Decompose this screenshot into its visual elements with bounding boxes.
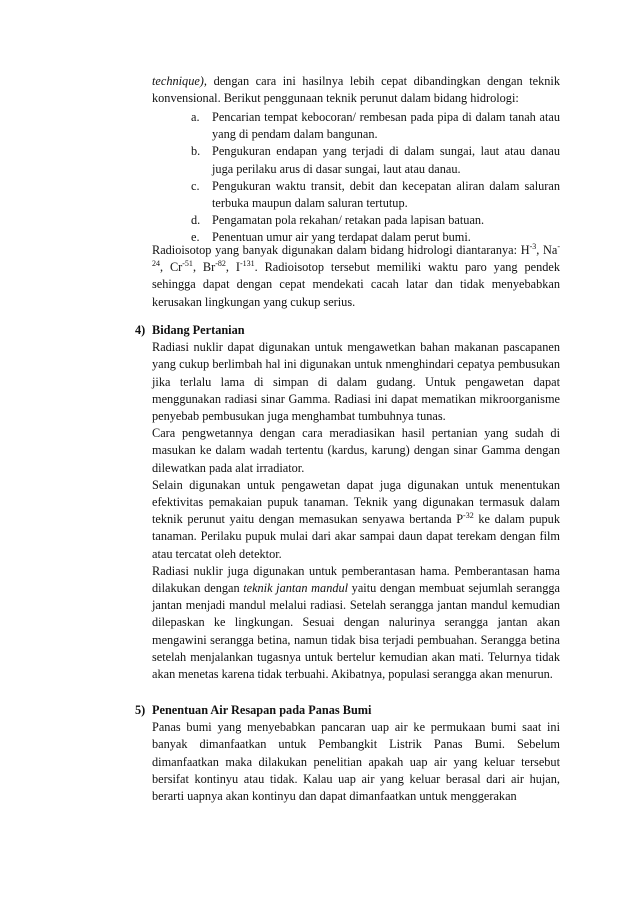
list-marker: e. <box>191 230 200 245</box>
paragraph: Radiasi nuklir dapat digunakan untuk mengawetkan bahan makanan pascapanen yang cukup berlimbah hal ini digunakan untuk nmenghindari cepatya pembusukan jika terlalu lama di simpan di dalam gudang. Untuk pengawetan dapat menggunakan radiasi sinar Gamma. Radiasi ini dapat mematikan mikroorganisme penyebab pembusukan juga menghambat tumbuhnya tunas. <box>152 340 560 424</box>
intro-paragraph <box>152 73 560 107</box>
section-panas-bumi <box>135 702 560 805</box>
intro-text: dengan cara ini hasilnya lebih cepat dibandingkan dengan teknik konvensional. Berikut penggunaan teknik perunut dalam bidang hidrologi: <box>152 74 560 106</box>
radio-text: Radioisotop yang banyak digunakan dalam bidang hidrologi diantaranya: H <box>152 243 530 257</box>
list-marker: c. <box>191 178 200 193</box>
section-heading <box>135 702 560 719</box>
para-text: Selain digunakan untuk pengawetan dapat juga digunakan untuk menentukan efektivitas pemakaian pupuk tanaman. Teknik yang digunakan termasuk dalam teknik perunut yaitu dengan memasukan senyawa bertanda P <box>152 477 560 527</box>
para-text: Radiasi nuklir juga digunakan untuk pemberantasan hama. Pemberantasan hama dilakukan dengan <box>152 563 560 596</box>
radio-sup: -3 <box>529 241 537 251</box>
list-marker: d. <box>191 213 201 228</box>
list-item-text: Penentuan umur air yang terdapat dalam perut bumi. <box>212 230 471 245</box>
list-item <box>191 178 560 212</box>
section-pertanian <box>135 322 560 683</box>
section-heading <box>135 322 560 339</box>
list-item-text: Pengukuran endapan yang terjadi di dalam sungai, laut atau danau juga perilaku arus di dasar sungai, laut atau danau. <box>212 144 560 176</box>
para-sup: -32 <box>463 511 474 521</box>
para-italic: teknik jantan mandul <box>243 581 349 596</box>
paragraph: Panas bumi yang menyebabkan pancaran uap air ke permukaan bumi saat ini banyak dimanfaatkan untuk Pembangkit Listrik Panas Bumi. Sebelum dimanfaatkan maka dilakukan penelitian apakah uap air yang keluar tersebut bersifat kontinyu atau tidak. Kalau uap air yang keluar berasal dari air hujan, berarti uapnya akan kontinyu dan dapat dimanfaatkan untuk menggerakan <box>152 720 560 804</box>
intro-italic: technique), <box>152 74 207 88</box>
section-number: 4) <box>135 323 146 337</box>
paragraph <box>152 563 560 683</box>
section-title: Penentuan Air Resapan pada Panas Bumi <box>152 703 372 717</box>
radio-sup: -131 <box>239 259 255 269</box>
para-text: yaitu dengan membuat sejumlah serangga jantan menjadi mandul melalui radiasi. Setelah serangga jantan mandul kemudian dilepaskan ke lingkungan. Sesuai dengan nalurinya serangga jantan akan mengawini serangga betina, namun tidak bisa terjadi pembuahan. Serangga betina setelah menjalankan tugasnya untuk bertelur kemudian akan mati. Telurnya tidak akan menetas karena tidak terbuahi. Akibatnya, populasi serangga akan menurun. <box>152 581 561 682</box>
list-marker: a. <box>191 110 200 124</box>
list-item-text: Pengamatan pola rekahan/ retakan pada lapisan batuan. <box>212 213 485 228</box>
radioisotope-paragraph <box>152 242 560 311</box>
hydrology-list <box>191 109 560 247</box>
radio-sup: -24 <box>152 241 560 269</box>
list-marker: b. <box>191 144 201 159</box>
radio-text: , Br <box>192 260 216 275</box>
section-number: 5) <box>135 703 146 717</box>
para-text: ke dalam pupuk tanaman. Perilaku pupuk mulai dari akar sampai daun dapat terekam dengan film atau tercatat oleh detektor. <box>152 512 560 561</box>
list-item-text: Pengukuran waktu transit, debit dan kecepatan aliran dalam saluran terbuka maupun dalam saluran tertutup. <box>212 178 560 211</box>
list-item <box>191 143 560 177</box>
paragraph: Cara pengwetannya dengan cara meradiasikan hasil pertanian yang sudah di masukan ke dalam wadah tertentu (kardus, karung) dengan sinar Gamma dengan dilewatkan pada alat irradiator. <box>152 426 560 475</box>
list-item <box>191 109 560 143</box>
radio-sup: -82 <box>215 259 226 269</box>
list-item-text: Pencarian tempat kebocoran/ rembesan pada pipa di dalam tanah atau yang di pendam dalam bangunan. <box>212 110 560 142</box>
paragraph <box>152 477 560 563</box>
radio-text: , I <box>225 260 240 275</box>
list-item <box>191 212 560 229</box>
section-title: Bidang Pertanian <box>152 323 245 337</box>
radio-text: . Radioisotop tersebut memiliki waktu paro yang pendek sehingga dapat dengan cepat mendekati cacah latar dan tidak menyebabkan kerusakan lingkungan yang cukup serius. <box>152 260 560 309</box>
radio-text: , Na <box>536 243 558 257</box>
radio-text: , Cr <box>160 260 183 275</box>
radio-sup: -51 <box>182 259 193 269</box>
